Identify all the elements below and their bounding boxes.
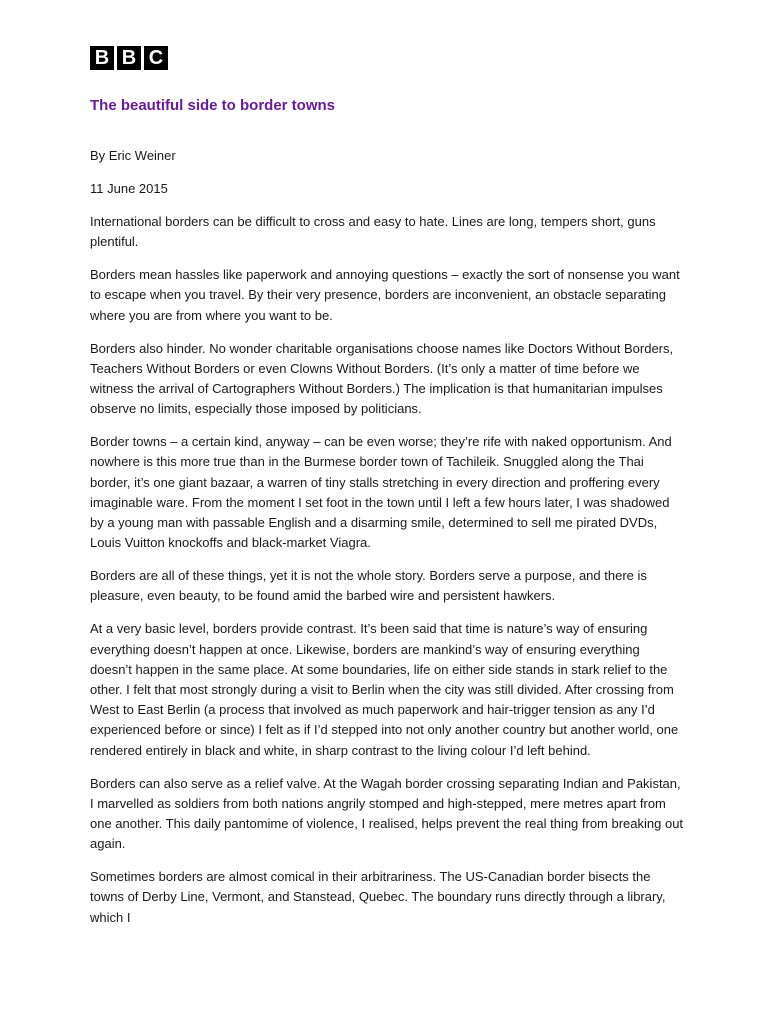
paragraph-5: Borders are all of these things, yet it is not the whole story. Borders serve a purpose, and there is pleasure, even beauty, to be found amid the barbed wire and persistent hawkers.: [90, 568, 647, 604]
paragraph-3: Borders also hinder. No wonder charitable organisations choose names like Doctors Without Borders, Teachers Without Borders or even Clowns Without Borders. (It’s only a matter of time before we witness the arrival of Cartographers Without Borders.) The implication is that humanitarian impulses observe no limits, especially those imposed by politicians.: [90, 340, 674, 417]
article-title: The beautiful side to border towns: [90, 97, 336, 114]
paragraph-2: Borders mean hassles like paperwork and annoying questions – exactly the sort of nonsense you want to escape when you travel. By their very presence, borders are inconvenient, an obstacle separating where you are from where you want to be.: [90, 267, 680, 323]
document-page: [90, 46, 685, 941]
paragraph-8: Sometimes borders are almost comical in their arbitrariness. The US-Canadian border bisects the towns of Derby Line, Vermont, and Stanstead, Quebec. The boundary runs directly through a library, which I: [90, 869, 666, 925]
paragraph-4: Border towns – a certain kind, anyway – can be even worse; they’re rife with naked opportunism. And nowhere is this more true than in the Burmese border town of Tachileik. Snuggled along the Thai border, it’s one giant bazaar, a warren of tiny stalls stretching in every direction and proffering every imaginable ware. From the moment I set foot in the town until I left a few hours later, I was shadowed by a young man with passable English and a disarming smile, determined to sell me pirated DVDs, Louis Vuitton knockoffs and black-market Viagra.: [90, 434, 672, 551]
logo-letter-b1: B: [90, 46, 114, 70]
logo-letter-c: C: [144, 46, 168, 70]
paragraph-1: International borders can be difficult to cross and easy to hate. Lines are long, tempers short, guns plentiful.: [90, 214, 656, 250]
publish-date: 11 June 2015: [90, 181, 168, 196]
paragraph-6: At a very basic level, borders provide contrast. It’s been said that time is nature’s way of ensuring everything doesn’t happen at once. Likewise, borders are mankind’s way of ensuring everything doesn’t happen in the same place. At some boundaries, life on either side stands in stark relief to the other. I felt that most strongly during a visit to Berlin when the city was still divided. After crossing from West to East Berlin (a process that involved as much paperwork and hair-trigger tension as any I’d experienced before or since) I felt as if I’d stepped into not only another country but another world, one rendered entirely in black and white, in sharp contrast to the living colour I’d left behind.: [90, 621, 679, 758]
paragraph-7: Borders can also serve as a relief valve. At the Wagah border crossing separating Indian and Pakistan, I marvelled as soldiers from both nations angrily stomped and high-stepped, mere metres apart from one another. This daily pantomime of violence, I realised, helps prevent the real thing from breaking out again.: [90, 775, 684, 852]
byline: By Eric Weiner: [90, 148, 176, 163]
bbc-logo: [90, 46, 685, 70]
logo-letter-b2: B: [117, 46, 141, 70]
